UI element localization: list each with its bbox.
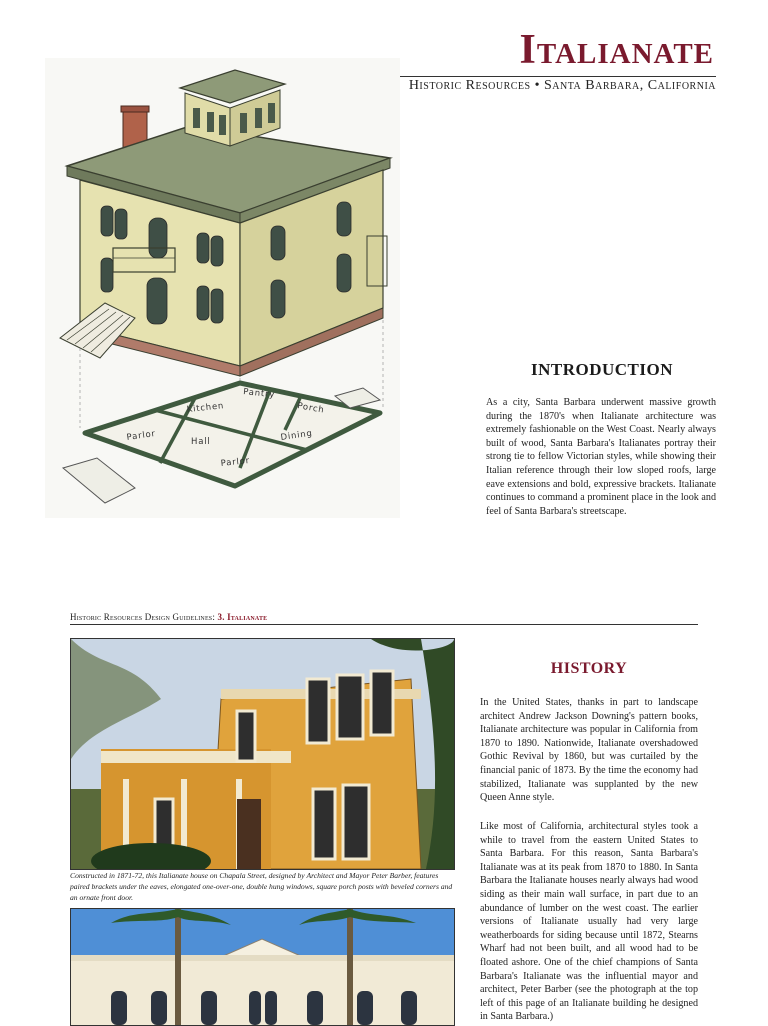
italianate-building-photo [70, 908, 455, 1026]
introduction-text: As a city, Santa Barbara underwent massive growth during the 1870's when Italianate architecture was extremely fashionable on the West Coast. Nearly always built of wood, Santa Barbara's Italianates portray their strong tie to fellow Victorian styles, while showing their Italian reference through their low sloped roofs, large eave extensions and bold, expressive brackets. Italianate continues to command a prominent place in the look and feel of Santa Barbara's streetscape. [486, 397, 716, 517]
title-divider [386, 76, 716, 77]
house-illustration [45, 58, 400, 518]
floorplan-label-parlor-west: Parlor [126, 428, 157, 443]
introduction-heading: INTRODUCTION [530, 360, 674, 379]
italianate-house-photo [70, 638, 455, 870]
guidelines-prefix: Historic Resources Design Guidelines: [70, 612, 218, 622]
history-paragraph-2: Like most of California, architectural styles took a while to travel from the eastern United States to Santa Barbara. For this reason, Santa Barbara's Italianate was at its peak from 1870 to 1880. In Santa Barbara the Italianate houses nearly always had wood siding as their main wall surface, in part due to an abundance of lumber on the west coast. The earlier versions of Italianate usually had very large weatherboards for siding because until 1872, Stearns Wharf had not been built, and all wood had to be floated ashore. One of the chief champions of Santa Barbara's Italianate was the influential mayor and architect, Peter Barber (see the photograph at the top left of this page of an Italianate building he designed in Santa Barbara.) [480, 821, 698, 1023]
photo-caption: Constructed in 1871-72, this Italianate house on Chapala Street, designed by Architect and Mayor Peter Barber, features paired brackets under the eaves, elongated one-over-one, double hung windows, square porch posts with beveled corners and an ornate front door. [70, 871, 453, 902]
floorplan-label-dining: Dining [280, 428, 314, 443]
floorplan-label-porch: Porch [296, 401, 326, 416]
page-subtitle: Historic Resources • Santa Barbara, California [408, 78, 716, 93]
floorplan-label-parlor-south: Parlor [220, 455, 251, 469]
page-title: Italianate [519, 27, 714, 73]
history-paragraph-1: In the United States, thanks in part to landscape architect Andrew Jackson Downing's pattern books, Italianate architecture was popular in California from 1870 to 1890. Nationwide, Italianate overshadowed Gothic Revival by 1860, but was curtailed by the financial panic of 1873. By the time the economy had stabilized, Italianate was supplanted by the new Queen Anne style. [480, 697, 698, 804]
floorplan-label-hall: Hall [191, 437, 211, 447]
history-heading: HISTORY [550, 660, 628, 677]
guidelines-header [70, 612, 267, 622]
guidelines-divider [70, 624, 698, 625]
floorplan-label-pantry: Pantry [242, 387, 276, 401]
guidelines-section: 3. Italianate [217, 612, 268, 622]
floorplan-label-kitchen: Kitchen [186, 401, 225, 415]
